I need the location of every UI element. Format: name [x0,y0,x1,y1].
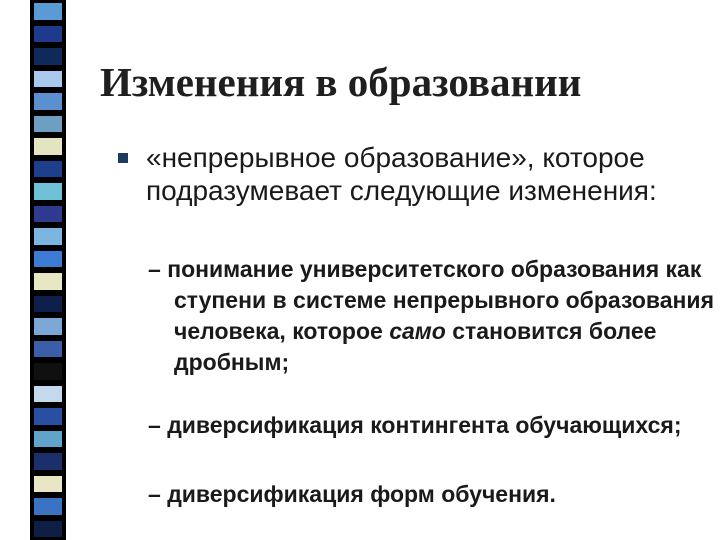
stripe-segment [34,318,62,335]
stripe-segment [34,273,62,290]
stripe-segment [34,453,62,470]
bullet-square-icon [118,153,128,163]
sub-bullet-3-text: диверсификация форм обучения. [167,481,556,507]
stripe-segment [34,386,62,403]
stripe-segment [34,138,62,155]
stripe-segment [34,161,62,178]
stripe-segment [34,498,62,515]
dash-marker: – [148,412,168,438]
sub-bullet-1-text-start: понимание университетского образования как ступени в системе непрерывного образования человека, которое [167,256,714,344]
sub-bullet-1 [148,254,720,378]
decorative-stripe-bar [30,0,66,540]
stripe-segment [34,183,62,200]
stripe-segment [34,431,62,448]
stripe-segment [34,476,62,493]
stripe-segment [34,48,62,65]
sub-bullet-3 [148,479,720,510]
stripe-segment [34,521,62,538]
stripe-segment [34,26,62,43]
stripe-segment [34,228,62,245]
dash-marker: – [148,256,168,282]
stripe-segment [34,3,62,20]
main-bullet-text: «непрерывное образование», которое подразумевает следующие изменения: [146,142,657,206]
sub-bullet-1-emphasis: само [389,318,446,344]
stripe-segment [34,93,62,110]
stripe-segment [34,206,62,223]
stripe-segment [34,71,62,88]
stripe-segment [34,296,62,313]
slide-title: Изменения в образовании [100,59,582,105]
sub-bullet-1-text-end: становится более дробным; [174,318,657,375]
dash-marker: – [148,481,168,507]
stripe-segment [34,363,62,380]
stripe-segment [34,341,62,358]
stripe-segment [34,116,62,133]
sub-bullet-2-text: диверсификация контингента обучающихся; [167,412,682,438]
stripe-segment [34,408,62,425]
stripe-segment [34,251,62,268]
sub-bullet-2 [148,410,720,441]
